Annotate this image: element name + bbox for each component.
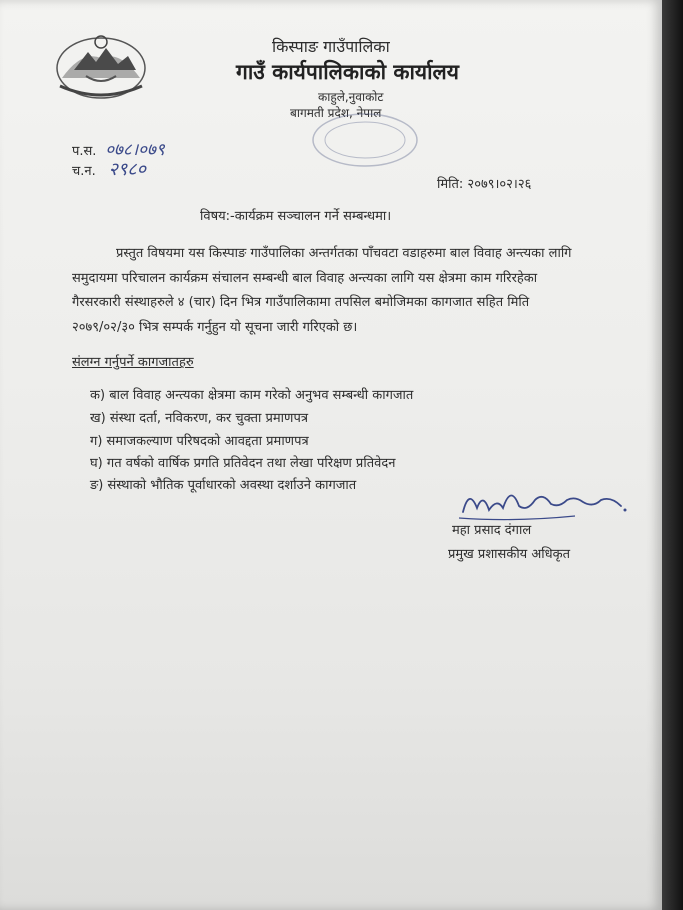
attachment-item: ग) समाजकल्याण परिषदको आवद्दता प्रमाणपत्र <box>90 434 309 449</box>
attachment-item: क) बाल विवाह अन्त्यका क्षेत्रमा काम गरेको अनुभव सम्बन्धी कागजात <box>90 388 414 403</box>
attachment-item: घ) गत वर्षको वार्षिक प्रगति प्रतिवेदन तथा लेखा परिक्षण प्रतिवेदन <box>90 456 396 471</box>
attachment-item: ख) संस्था दर्ता, नविकरण, कर चुक्ता प्रमाणपत्र <box>90 411 309 426</box>
ref-ps-value: ०७८।०७९ <box>105 140 165 160</box>
ref-cn-label: च.न. <box>72 164 96 179</box>
ref-ps-label: प.स. <box>72 144 97 159</box>
body-line: समुदायमा परिचालन कार्यक्रम संचालन सम्बन्धी बाल विवाह अन्त्यका लागि यस क्षेत्रमा काम गरिरहेका <box>72 271 538 286</box>
body-line: गैरसरकारी संस्थाहरुले ४ (चार) दिन भित्र गाउँपालिकामा तपसिल बमोजिमका कागजात सहित मिति <box>72 295 530 310</box>
attachment-item: ङ) संस्थाको भौतिक पूर्वाधारको अवस्था दर्शाउने कागजात <box>90 478 357 493</box>
attachments-heading: संलग्न गर्नुपर्ने कागजातहरु <box>72 355 194 370</box>
office-province: बागमती प्रदेश, नेपाल <box>290 106 382 120</box>
signatory-title: प्रमुख प्रशासकीय अधिकृत <box>448 547 571 562</box>
ref-cn <box>72 157 146 181</box>
letter-date: मिति: २०७९।०२।२६ <box>437 177 532 192</box>
nepal-government-emblem <box>52 30 150 102</box>
office-title: गाउँ कार्यपालिकाको कार्यालय <box>236 60 459 84</box>
body-line: २०७९/०२/३० भित्र सम्पर्क गर्नुहुन यो सूचना जारी गरिएको छ। <box>72 320 358 335</box>
ref-cn-value: २९८० <box>108 159 146 180</box>
municipality-name: किस्पाङ गाउँपालिका <box>272 37 390 56</box>
signatory-name: महा प्रसाद दंगाल <box>452 523 532 538</box>
office-stamp <box>310 110 420 170</box>
body-line: प्रस्तुत विषयमा यस किस्पाङ गाउँपालिका अन्तर्गतका पाँचवटा वडाहरुमा बाल विवाह अन्त्यका लागि <box>116 246 572 261</box>
letter-subject: विषय:-कार्यक्रम सञ्चालन गर्ने सम्बन्धमा। <box>200 209 392 224</box>
office-location: काहुले,नुवाकोट <box>318 90 384 104</box>
background-edge <box>662 0 683 910</box>
